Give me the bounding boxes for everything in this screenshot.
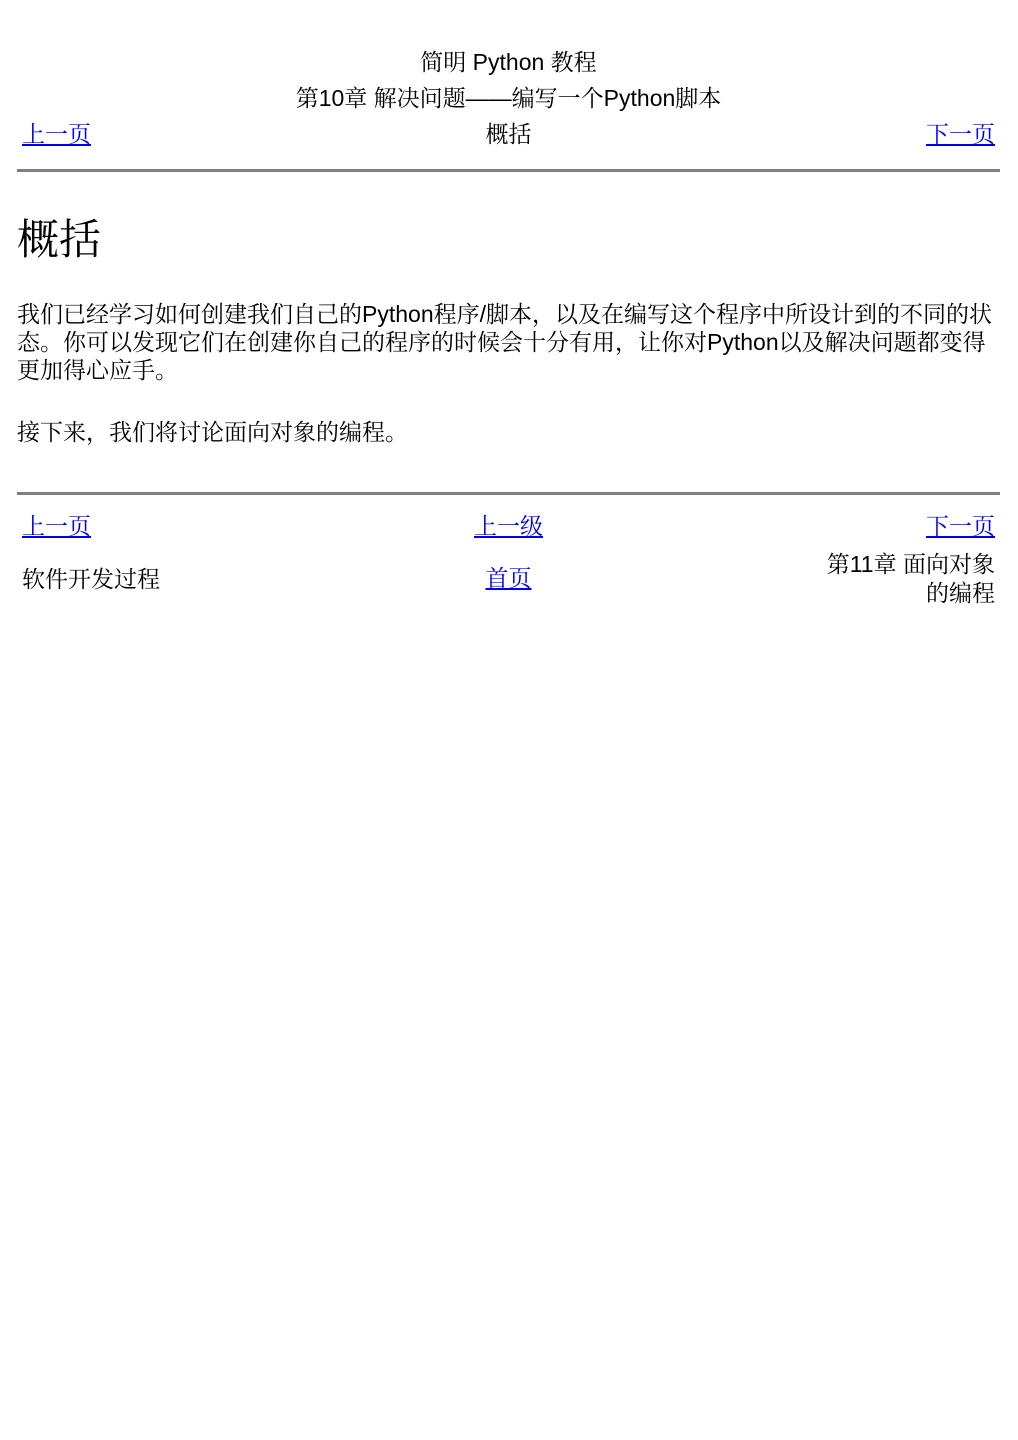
footer-up-link[interactable]: 上一级: [474, 513, 543, 539]
footer-up-container: [17, 509, 1000, 543]
book-title: 简明 Python 教程: [420, 49, 597, 75]
footer-next-link[interactable]: 下一页: [926, 513, 995, 539]
top-prev-link[interactable]: 上一页: [22, 121, 91, 147]
paragraph-summary: 我们已经学习如何创建我们自己的Python程序/脚本，以及在编写这个程序中所设计到的不同的状态。你可以发现它们在创建你自己的程序的时候会十分有用，让你对Python以及解决问题都变得更加得心应手。: [17, 301, 992, 383]
footer-prev-title: 软件开发过程: [22, 566, 160, 592]
top-navigation: [17, 117, 1000, 151]
footer-navigation-links: [17, 509, 1000, 543]
top-divider: [17, 169, 1000, 172]
section-heading: 概括: [17, 216, 102, 263]
footer-prev-link[interactable]: 上一页: [22, 513, 91, 539]
top-next-link[interactable]: 下一页: [926, 121, 995, 147]
paragraph-next: 接下来，我们将讨论面向对象的编程。: [17, 419, 408, 445]
footer-next-title: 第11章 面向对象的编程: [826, 551, 995, 606]
footer-navigation-titles: [17, 550, 1000, 610]
bottom-divider: [17, 492, 1000, 495]
chapter-title: 第10章 解决问题——编写一个Python脚本: [295, 85, 722, 111]
footer-home-link[interactable]: 首页: [485, 565, 532, 591]
current-section-label: 概括: [485, 121, 532, 147]
